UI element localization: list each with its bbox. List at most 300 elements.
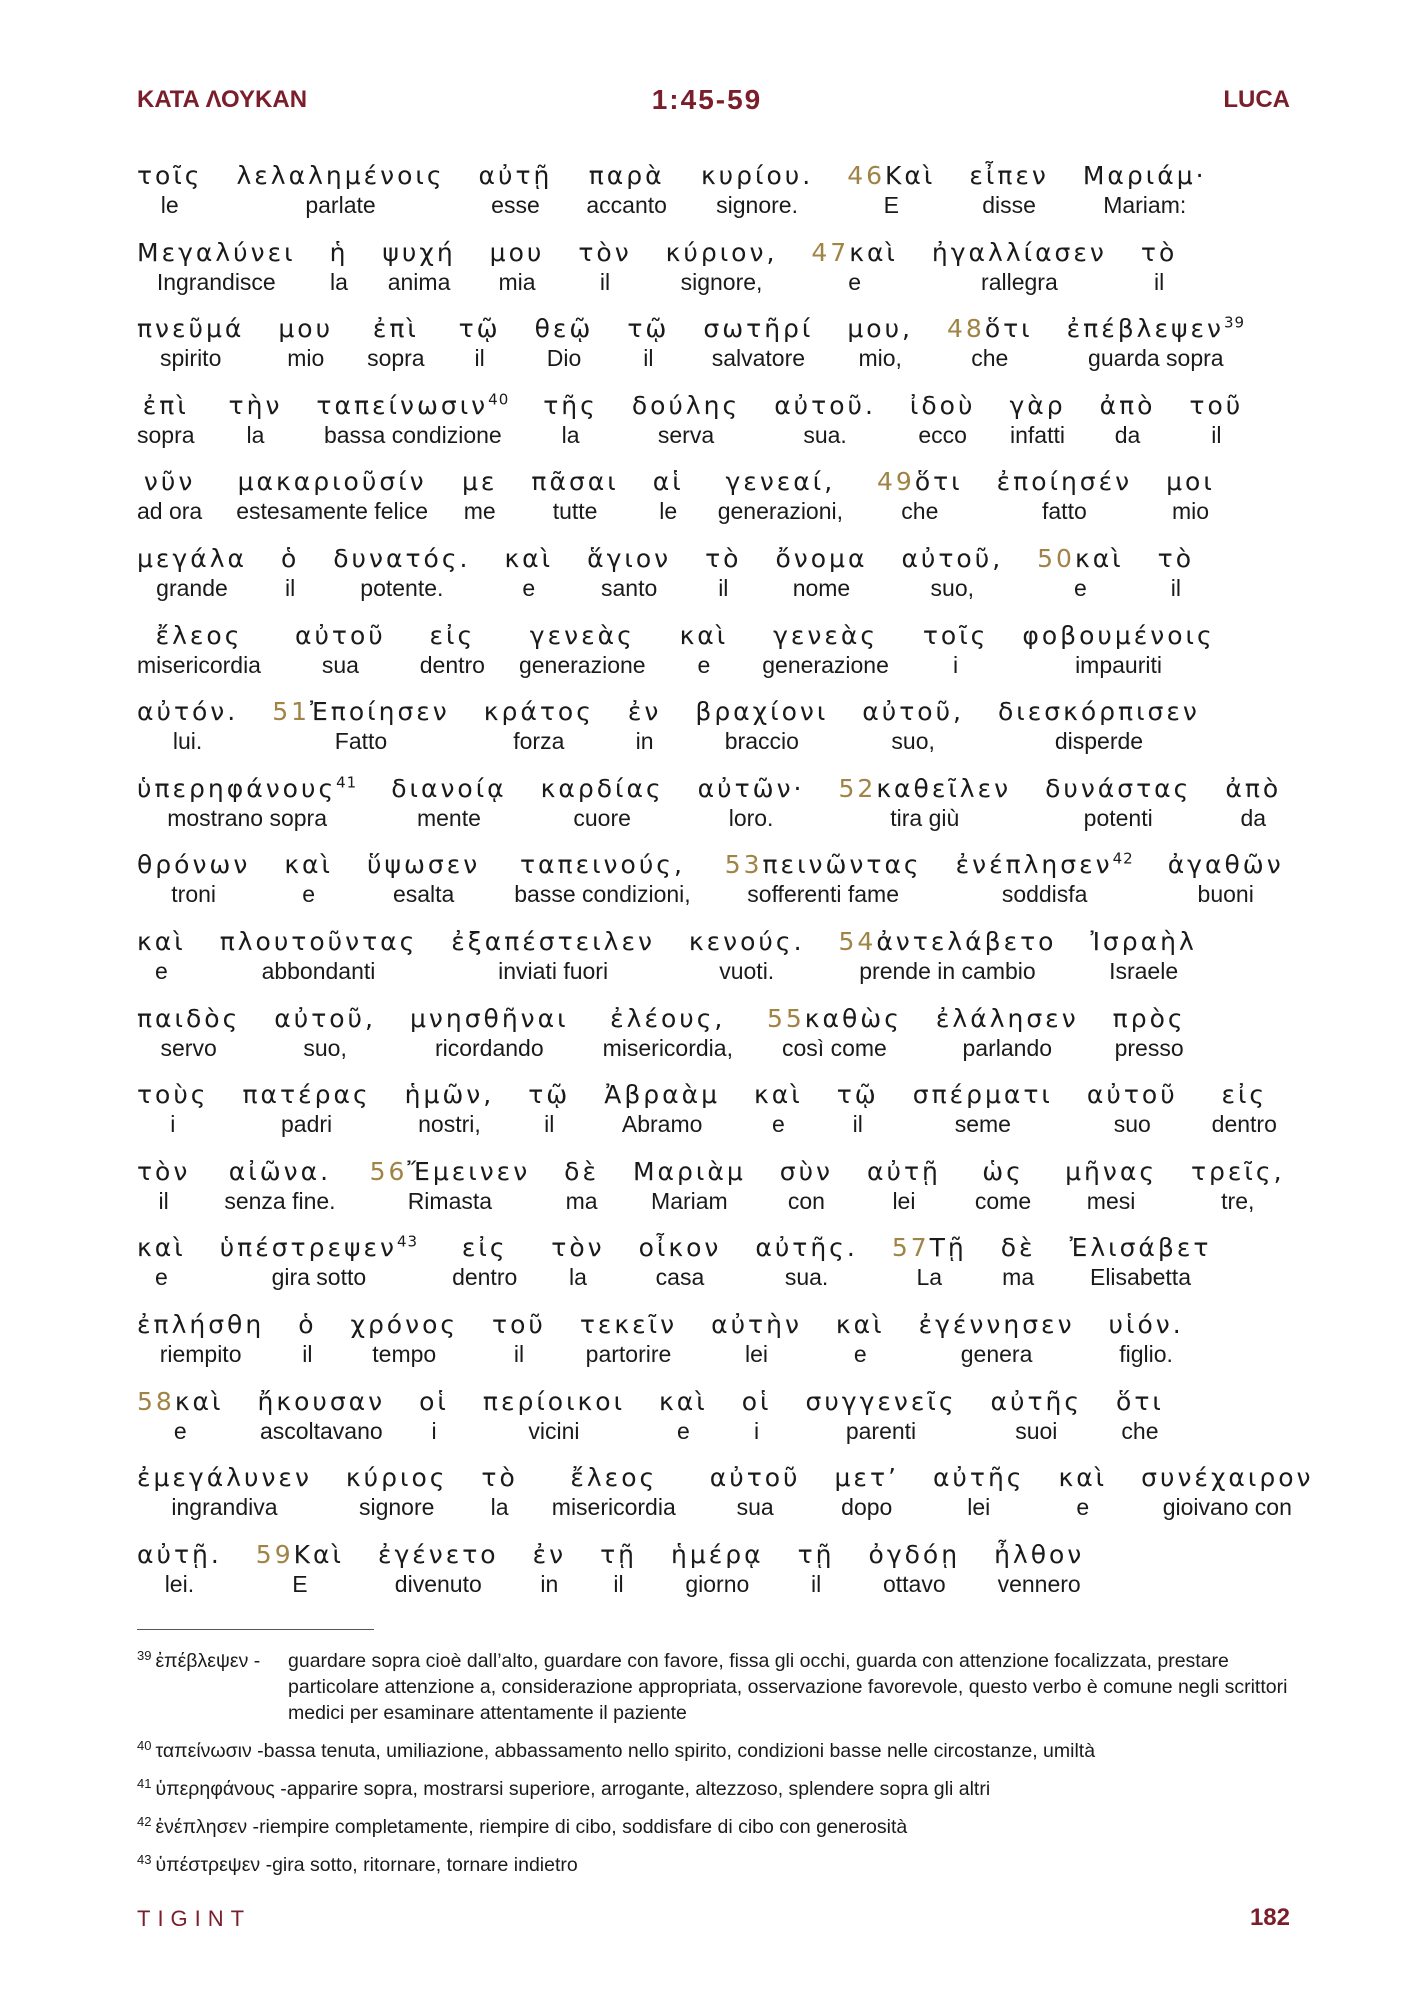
greek-word: [862, 696, 964, 728]
greek-word: [1113, 1003, 1186, 1035]
greek-word: [633, 1156, 746, 1188]
word-pair: [867, 1156, 941, 1214]
greek-text: κενούς.: [688, 926, 805, 956]
italian-gloss: ma: [565, 1187, 598, 1214]
word-pair: [451, 926, 655, 984]
greek-text: καὶ: [1058, 1463, 1108, 1493]
greek-word: [600, 1539, 637, 1571]
greek-word: [281, 543, 299, 575]
italian-gloss: ecco: [918, 421, 967, 448]
greek-word: [1045, 773, 1191, 805]
word-pair: [462, 466, 497, 524]
word-pair: [1100, 390, 1156, 448]
greek-word: [137, 1309, 264, 1341]
word-pair: [603, 1003, 733, 1061]
greek-word: [378, 1539, 499, 1571]
greek-word: [701, 160, 813, 192]
greek-text: αἰῶνα.: [228, 1156, 332, 1186]
word-pair: [504, 543, 553, 601]
greek-text: αὐτοῦ,: [274, 1003, 376, 1033]
greek-word: [659, 1386, 708, 1418]
italian-gloss: che: [1121, 1417, 1159, 1444]
italian-gloss: riempito: [159, 1340, 242, 1367]
greek-word: [316, 390, 509, 422]
greek-word: [610, 1003, 725, 1035]
word-pair: [452, 1232, 517, 1290]
greek-word: [504, 543, 553, 575]
greek-text: τὸ: [481, 1463, 518, 1493]
verse-number: 47: [811, 237, 850, 267]
greek-text: ἐν: [627, 697, 662, 727]
greek-word: [710, 1462, 801, 1494]
word-pair: [137, 1309, 264, 1367]
greek-text: ὅτι: [914, 467, 963, 497]
greek-text: ἐγένετο: [377, 1539, 499, 1569]
greek-word: [137, 237, 296, 269]
italian-gloss: il: [613, 1570, 624, 1597]
chapter-verse-range: 1:45-59: [651, 84, 763, 115]
footnote-number: 39: [137, 1647, 152, 1663]
greek-word: [956, 849, 1134, 881]
greek-word: [382, 237, 455, 269]
greek-word: [144, 466, 195, 498]
word-pair: [1045, 773, 1191, 831]
word-pair: [1083, 160, 1207, 218]
word-pair: [278, 313, 333, 371]
verse-number: 53: [724, 850, 763, 880]
italian-gloss: salvatore: [711, 345, 806, 372]
italian-gloss: soddisfa: [1001, 881, 1088, 908]
italian-gloss: suoi: [1015, 1417, 1058, 1444]
italian-gloss: mio,: [858, 345, 902, 372]
greek-text: τὸ: [1157, 543, 1195, 573]
italian-gloss: guarda sopra: [1088, 345, 1224, 372]
footnote-text: riempire completamente, riempire di cibo, soddisfare di cibo con generosità: [259, 1816, 908, 1838]
word-pair: [367, 313, 425, 371]
word-pair: [806, 1386, 957, 1444]
greek-word: [1083, 160, 1207, 192]
word-pair: [284, 849, 333, 907]
greek-text: μῆνας: [1065, 1156, 1157, 1186]
greek-word: [419, 1386, 449, 1418]
greek-word: [767, 1003, 902, 1035]
word-pair: [551, 1232, 604, 1290]
greek-word: [991, 1386, 1083, 1418]
greek-text: Μαριὰμ: [632, 1156, 746, 1186]
greek-text: πλουτοῦντας: [219, 926, 418, 956]
greek-text: ἐλέους,: [610, 1003, 726, 1033]
italian-gloss: fatto: [1042, 498, 1087, 525]
greek-word: [1225, 773, 1281, 805]
word-pair: [564, 1156, 599, 1214]
word-pair: [1065, 1156, 1157, 1214]
greek-text: ὀγδόῃ: [868, 1539, 961, 1569]
greek-text: εἰς: [429, 620, 476, 650]
greek-word: [1009, 390, 1065, 422]
greek-text: τοὺς: [137, 1080, 209, 1110]
greek-word: [272, 696, 450, 728]
word-pair: [224, 1156, 335, 1214]
word-pair: [459, 313, 501, 371]
italian-gloss: ma: [1002, 1264, 1035, 1291]
footnote-ref: 42: [1112, 850, 1134, 869]
greek-word: [994, 1539, 1084, 1571]
greek-text: ἦλθον: [994, 1539, 1085, 1569]
greek-word: [143, 390, 189, 422]
greek-text: καὶ: [284, 850, 334, 880]
greek-text: Καὶ: [885, 161, 936, 190]
interlinear-line: [137, 1539, 1297, 1616]
greek-word: [1022, 620, 1214, 652]
greek-text: δυνάστας: [1045, 773, 1192, 803]
greek-text: ἔλεος: [570, 1463, 658, 1493]
word-pair: [137, 390, 195, 448]
greek-text: αὐτοῦ: [1086, 1080, 1178, 1110]
greek-word: [997, 466, 1133, 498]
greek-text: δὲ: [564, 1156, 599, 1186]
italian-gloss: e: [1076, 1494, 1090, 1521]
greek-text: αὐτόν.: [137, 697, 239, 727]
word-pair: [541, 773, 664, 831]
italian-gloss: il: [513, 1340, 525, 1367]
greek-text: τὸ: [1140, 237, 1178, 267]
greek-text: ὄνομα: [775, 543, 868, 573]
verse-number: 54: [838, 926, 877, 956]
greek-text: ὅτι: [984, 314, 1033, 344]
word-pair: [847, 160, 935, 218]
word-pair: [811, 237, 898, 295]
italian-gloss: servo: [160, 1034, 217, 1061]
greek-word: [932, 237, 1107, 269]
greek-text: αὐτῇ: [867, 1156, 941, 1186]
word-pair: [710, 1462, 801, 1520]
greek-text: ἡμέρᾳ: [671, 1539, 764, 1569]
greek-text: διεσκόρπισεν: [998, 697, 1200, 727]
footnote-head: $^{40}$ ταπείνωσιν -: [137, 1737, 264, 1762]
greek-text: νῦν: [143, 467, 196, 497]
greek-word: [530, 620, 635, 652]
word-pair: [490, 237, 545, 295]
greek-word: [947, 313, 1033, 345]
interlinear-line: [137, 466, 1297, 543]
greek-text: ἀγαθῶν: [1167, 850, 1284, 880]
greek-word: [725, 849, 922, 881]
word-pair: [531, 466, 618, 524]
italian-gloss: la: [561, 421, 580, 448]
word-pair: [835, 1462, 899, 1520]
greek-text: ἡ: [329, 237, 349, 267]
greek-text: ὡς: [982, 1156, 1024, 1186]
greek-text: καρδίας: [540, 773, 664, 803]
italian-gloss: lei: [892, 1187, 916, 1214]
italian-gloss: gioivano con: [1162, 1494, 1292, 1521]
greek-word: [1109, 1309, 1184, 1341]
greek-text: καθὼς: [804, 1003, 902, 1033]
italian-gloss: il: [1170, 574, 1181, 601]
italian-gloss: e: [771, 1111, 785, 1138]
greek-word: [405, 1079, 495, 1111]
word-pair: [370, 1156, 531, 1214]
word-pair: [839, 926, 1057, 984]
greek-word: [528, 1079, 570, 1111]
word-pair: [600, 1539, 637, 1597]
greek-word: [462, 466, 497, 498]
italian-gloss: generazione: [518, 651, 646, 678]
greek-text: ὕψωσεν: [367, 850, 481, 880]
greek-word: [298, 1309, 316, 1341]
interlinear-line: [137, 543, 1297, 620]
greek-text: Ἀβραὰμ: [604, 1080, 721, 1110]
italian-gloss: e: [676, 1417, 690, 1444]
italian-gloss: il: [285, 574, 296, 601]
italian-gloss: grande: [156, 574, 228, 601]
italian-gloss: basse condizioni,: [514, 881, 691, 908]
greek-word: [236, 160, 444, 192]
footnote-head: $^{39}$ ἐπέβλεψεν -: [137, 1647, 261, 1672]
italian-gloss: Fatto: [334, 728, 388, 755]
italian-gloss: generazioni,: [717, 498, 844, 525]
word-pair: [137, 1079, 209, 1137]
word-pair: [281, 543, 299, 601]
italian-gloss: anima: [387, 268, 451, 295]
greek-text: σπέρματι: [912, 1080, 1053, 1110]
greek-text: κράτος: [483, 697, 594, 727]
greek-text: τῷ: [528, 1080, 571, 1110]
greek-word: [839, 926, 1057, 958]
italian-gloss: vicini: [528, 1417, 580, 1444]
italian-gloss: i: [754, 1417, 760, 1444]
italian-gloss: mia: [498, 268, 536, 295]
word-pair: [991, 1386, 1083, 1444]
greek-word: [910, 390, 976, 422]
greek-text: ἤκουσαν: [257, 1386, 386, 1416]
greek-word: [1065, 1156, 1157, 1188]
greek-text: θεῷ: [534, 314, 594, 344]
word-pair: [1109, 1309, 1184, 1367]
italian-gloss: il: [1153, 268, 1165, 295]
word-pair: [701, 160, 813, 218]
greek-word: [137, 1003, 240, 1035]
interlinear-line: [137, 313, 1297, 390]
greek-word: [137, 1539, 222, 1571]
greek-word: [869, 1539, 961, 1571]
italian-gloss: mesi: [1086, 1187, 1136, 1214]
greek-word: [705, 543, 741, 575]
greek-word: [367, 849, 480, 881]
greek-text: ἅγιον: [587, 543, 672, 573]
word-pair: [798, 1539, 835, 1597]
greek-word: [137, 773, 357, 805]
footnote-term: ὑπερηφάνους: [155, 1778, 275, 1800]
verse-number: 56: [369, 1156, 408, 1186]
greek-word: [256, 1539, 344, 1571]
greek-text: περίοικοι: [482, 1386, 626, 1416]
italian-gloss: i: [953, 651, 959, 678]
greek-text: τοῦ: [1189, 390, 1244, 420]
greek-word: [370, 1156, 531, 1188]
italian-gloss: forza: [513, 728, 565, 755]
greek-word: [798, 1539, 835, 1571]
greek-word: [278, 313, 333, 345]
greek-text: Καὶ: [293, 1539, 344, 1569]
word-pair: [580, 1309, 677, 1367]
word-pair: [535, 313, 594, 371]
italian-gloss: La: [916, 1264, 943, 1291]
italian-gloss: partorire: [585, 1340, 672, 1367]
interlinear-line: [137, 1156, 1297, 1233]
greek-word: [1001, 1232, 1036, 1264]
italian-gloss: e: [173, 1417, 187, 1444]
running-title-italian: LUCA: [1223, 86, 1290, 113]
greek-text: βραχίονι: [695, 697, 829, 727]
greek-text: Ἐλισάβετ: [1069, 1233, 1212, 1263]
greek-word: [1141, 237, 1177, 269]
greek-word: [137, 926, 186, 958]
word-pair: [137, 1156, 190, 1214]
word-pair: [628, 696, 661, 754]
greek-word: [462, 1232, 508, 1264]
greek-text: Ἔμεινεν: [407, 1156, 531, 1186]
word-pair: [671, 1539, 764, 1597]
greek-text: κύριος: [345, 1463, 448, 1493]
footnote-ref: 40: [488, 390, 510, 409]
greek-text: καὶ: [174, 1386, 224, 1416]
italian-gloss: i: [431, 1417, 437, 1444]
word-pair: [780, 1156, 833, 1214]
word-pair: [137, 466, 202, 524]
word-pair: [892, 1232, 967, 1290]
greek-text: αὐτῆς: [932, 1463, 1025, 1493]
greek-text: καὶ: [679, 620, 729, 650]
italian-gloss: misericordia: [137, 651, 261, 678]
greek-text: ἀπὸ: [1225, 773, 1282, 803]
greek-text: οἶκον: [638, 1233, 722, 1263]
italian-gloss: sua: [736, 1494, 774, 1521]
greek-word: [913, 1079, 1053, 1111]
greek-text: αὐτοῦ: [294, 620, 386, 650]
footnote-text: apparire sopra, mostrarsi superiore, arrogante, altezzoso, splendere sopra gli altri: [286, 1778, 991, 1800]
italian-gloss: in: [540, 1570, 559, 1597]
word-pair: [705, 543, 741, 601]
word-pair: [877, 466, 963, 524]
footnote: [137, 1776, 1297, 1802]
italian-gloss: suo,: [303, 1034, 347, 1061]
italian-gloss: Ingrandisce: [156, 268, 276, 295]
greek-word: [703, 313, 813, 345]
word-pair: [718, 466, 843, 524]
publisher-mark: TIGINT: [137, 1906, 252, 1931]
greek-word: [137, 1386, 224, 1418]
greek-word: [1058, 1462, 1107, 1494]
word-pair: [775, 543, 867, 601]
word-pair: [229, 390, 283, 448]
greek-text: χρόνος: [350, 1309, 459, 1339]
greek-word: [726, 466, 836, 498]
greek-text: ἐπέβλεψεν: [1066, 314, 1224, 344]
italian-gloss: Mariam:: [1103, 192, 1187, 218]
italian-gloss: suo,: [891, 728, 935, 755]
greek-text: ἔλεος: [155, 620, 243, 650]
greek-text: μεγάλα: [137, 543, 247, 573]
word-pair: [391, 773, 506, 831]
greek-text: αὐτοῦ.: [774, 390, 876, 420]
italian-gloss: mostrano sopra: [167, 804, 328, 831]
greek-word: [1166, 466, 1215, 498]
italian-gloss: e: [522, 574, 536, 601]
italian-gloss: mio: [1171, 498, 1209, 525]
greek-text: σὺν: [779, 1156, 834, 1186]
word-pair: [1037, 543, 1124, 601]
greek-text: δούλης: [631, 390, 741, 420]
italian-gloss: prende in cambio: [859, 957, 1036, 984]
greek-text: μακαριοῦσίν: [237, 467, 427, 497]
italian-gloss: il: [1211, 421, 1222, 448]
footnote-text: gira sotto, ritornare, tornare indietro: [272, 1854, 578, 1876]
interlinear-line: [137, 1232, 1297, 1309]
italian-gloss: potenti: [1083, 804, 1153, 831]
greek-text: καὶ: [849, 237, 898, 267]
greek-word: [627, 313, 669, 345]
verse-number: 57: [891, 1233, 930, 1263]
word-pair: [1113, 1003, 1186, 1061]
italian-gloss: sofferenti fame: [747, 881, 899, 908]
greek-text: τοῖς: [922, 620, 989, 650]
greek-word: [430, 620, 476, 652]
interlinear-line: [137, 237, 1297, 314]
interlinear-line: [137, 1462, 1314, 1539]
greek-text: ἐμεγάλυνεν: [137, 1463, 312, 1493]
greek-text: ὑπέστρεψεν: [219, 1233, 397, 1263]
greek-text: ἡμῶν,: [404, 1080, 495, 1110]
italian-gloss: e: [853, 1340, 867, 1367]
italian-gloss: dentro: [1211, 1111, 1277, 1138]
word-pair: [680, 620, 729, 678]
greek-text: παιδὸς: [137, 1003, 241, 1033]
italian-gloss: Elisabetta: [1089, 1264, 1191, 1291]
word-pair: [236, 160, 444, 218]
greek-word: [837, 1079, 879, 1111]
greek-word: [1090, 926, 1196, 958]
italian-gloss: e: [1074, 574, 1087, 601]
greek-word: [330, 237, 349, 269]
word-pair: [137, 1232, 186, 1290]
italian-gloss: signore.: [716, 192, 798, 218]
italian-gloss: ingrandiva: [171, 1494, 278, 1521]
greek-text: ἐποίησέν: [996, 467, 1133, 497]
greek-word: [877, 466, 963, 498]
greek-text: γενεὰς: [773, 620, 879, 650]
footnote: [137, 1814, 1297, 1840]
word-pair: [994, 1539, 1084, 1597]
italian-gloss: tempo: [372, 1340, 437, 1367]
greek-word: [229, 390, 283, 422]
italian-gloss: troni: [171, 881, 217, 908]
greek-text: παρὰ: [588, 161, 665, 190]
greek-text: ὅτι: [1116, 1386, 1164, 1416]
verse-number: 55: [766, 1003, 805, 1033]
greek-text: τὸν: [551, 1233, 605, 1263]
italian-gloss: la: [568, 1264, 587, 1291]
italian-gloss: e: [154, 957, 168, 984]
verse-number: 59: [255, 1539, 294, 1569]
greek-word: [490, 237, 545, 269]
greek-word: [1100, 390, 1156, 422]
footnote-ref: 41: [336, 773, 358, 792]
greek-text: Μεγαλύνει: [137, 237, 296, 267]
word-pair: [639, 1232, 722, 1290]
word-pair: [137, 926, 186, 984]
word-pair: [1009, 390, 1065, 448]
